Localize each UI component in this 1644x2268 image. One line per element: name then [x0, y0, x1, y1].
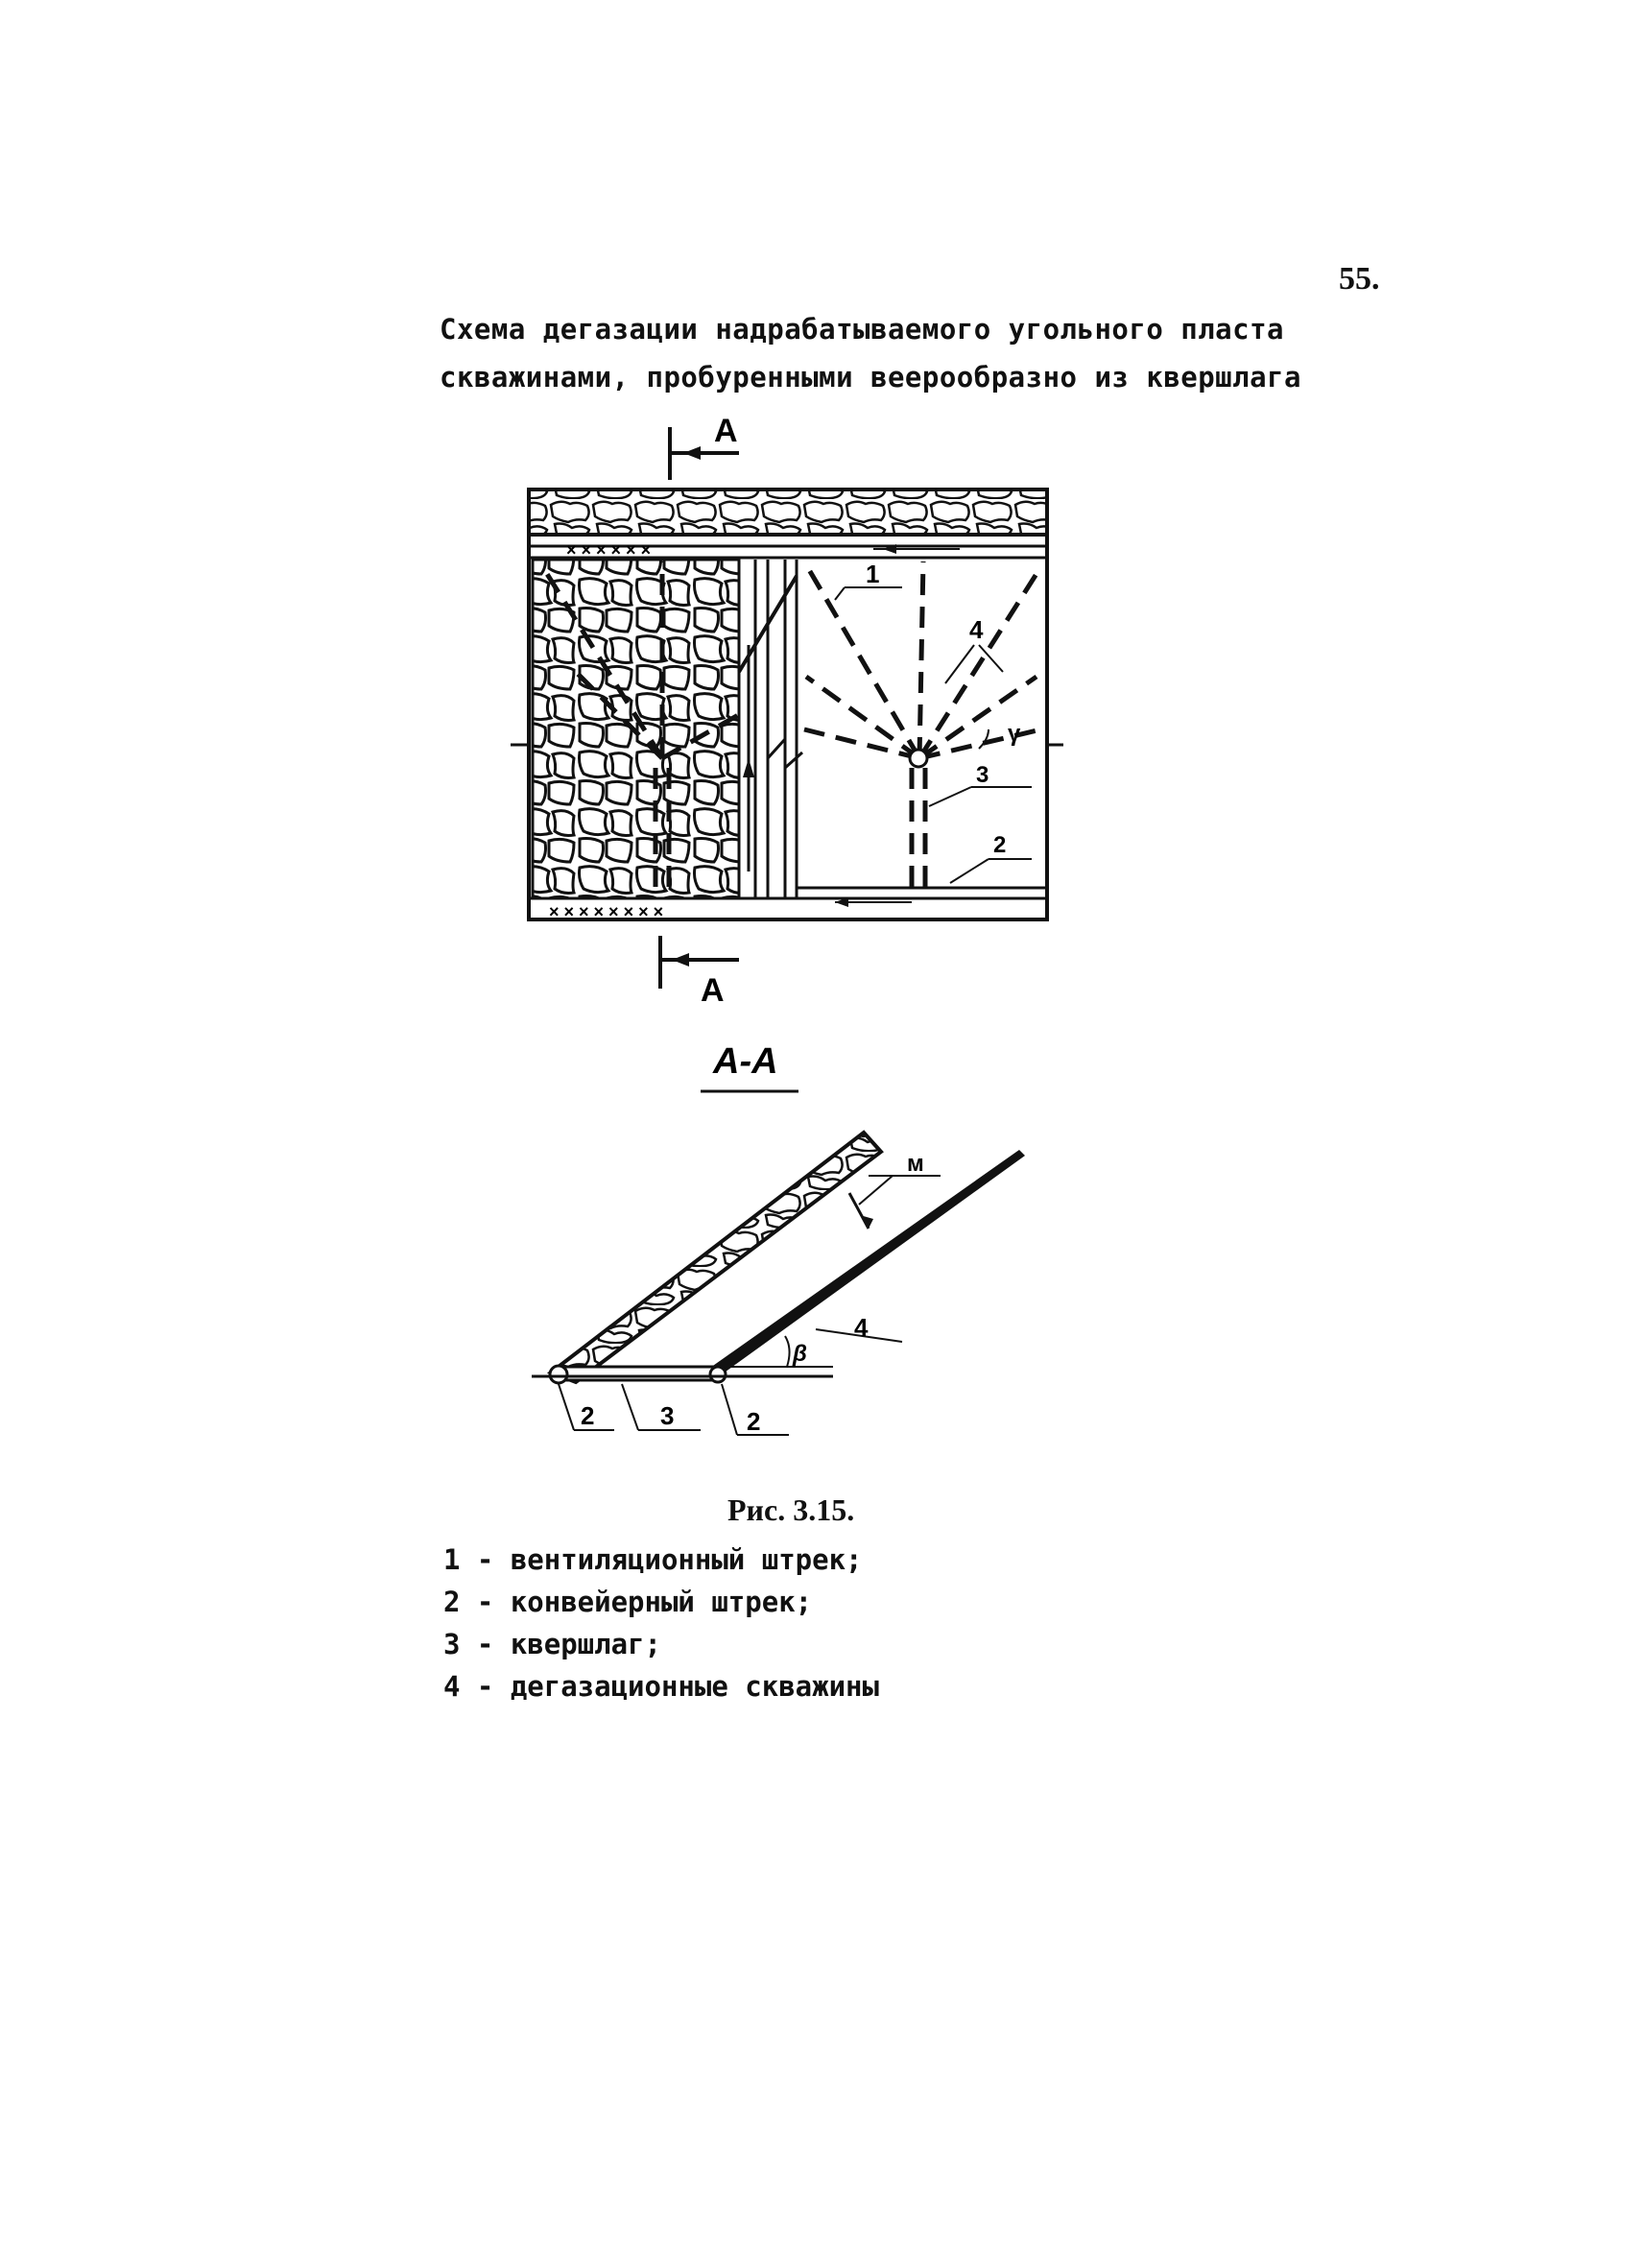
figure-title-line-2: скважинами, пробуренными веерообразно из квершлага — [440, 361, 1301, 394]
overlying-rock-layer — [551, 1133, 881, 1382]
section-label-2-left: 2 — [581, 1401, 595, 1430]
plan-label-3: 3 — [976, 762, 989, 788]
svg-text:× × × × × ×: × × × × × × — [566, 540, 652, 560]
crosscut — [557, 1367, 720, 1380]
overlying-rock-strip — [531, 491, 1045, 535]
svg-text:× × × × × × × ×: × × × × × × × × — [549, 902, 664, 921]
section-label-2-right: 2 — [747, 1407, 761, 1436]
plan-label-gamma: γ — [1008, 721, 1021, 747]
figure-title-line-1: Схема дегазации надрабатываемого угольного пласта — [440, 313, 1285, 346]
plan-label-2: 2 — [993, 832, 1007, 858]
section-title: A-A — [713, 1041, 778, 1082]
legend-item-1: 1 - вентиляционный штрек; — [443, 1543, 863, 1576]
section-label-m: м — [907, 1151, 924, 1177]
section-label-4: 4 — [854, 1313, 869, 1342]
section-labels — [559, 1151, 924, 1436]
plan-label-1: 1 — [866, 560, 880, 588]
plan-label-4: 4 — [969, 615, 984, 644]
section-marker-bottom-label: A — [701, 972, 725, 1009]
section-marker-bottom — [660, 936, 739, 1009]
legend-item-2: 2 - конвейерный штрек; — [443, 1586, 813, 1618]
section-marker-top-label: A — [714, 413, 738, 449]
page-number: 55. — [1339, 261, 1380, 297]
legend-item-4: 4 - дегазационные скважины — [443, 1670, 879, 1703]
legend-item-3: 3 - квершлаг; — [443, 1628, 661, 1660]
section-label-3: 3 — [660, 1401, 675, 1430]
figure-caption: Рис. 3.15. — [727, 1492, 855, 1527]
section-marker-top — [670, 413, 739, 480]
section-label-beta: β — [793, 1341, 807, 1367]
legend — [443, 1539, 879, 1707]
